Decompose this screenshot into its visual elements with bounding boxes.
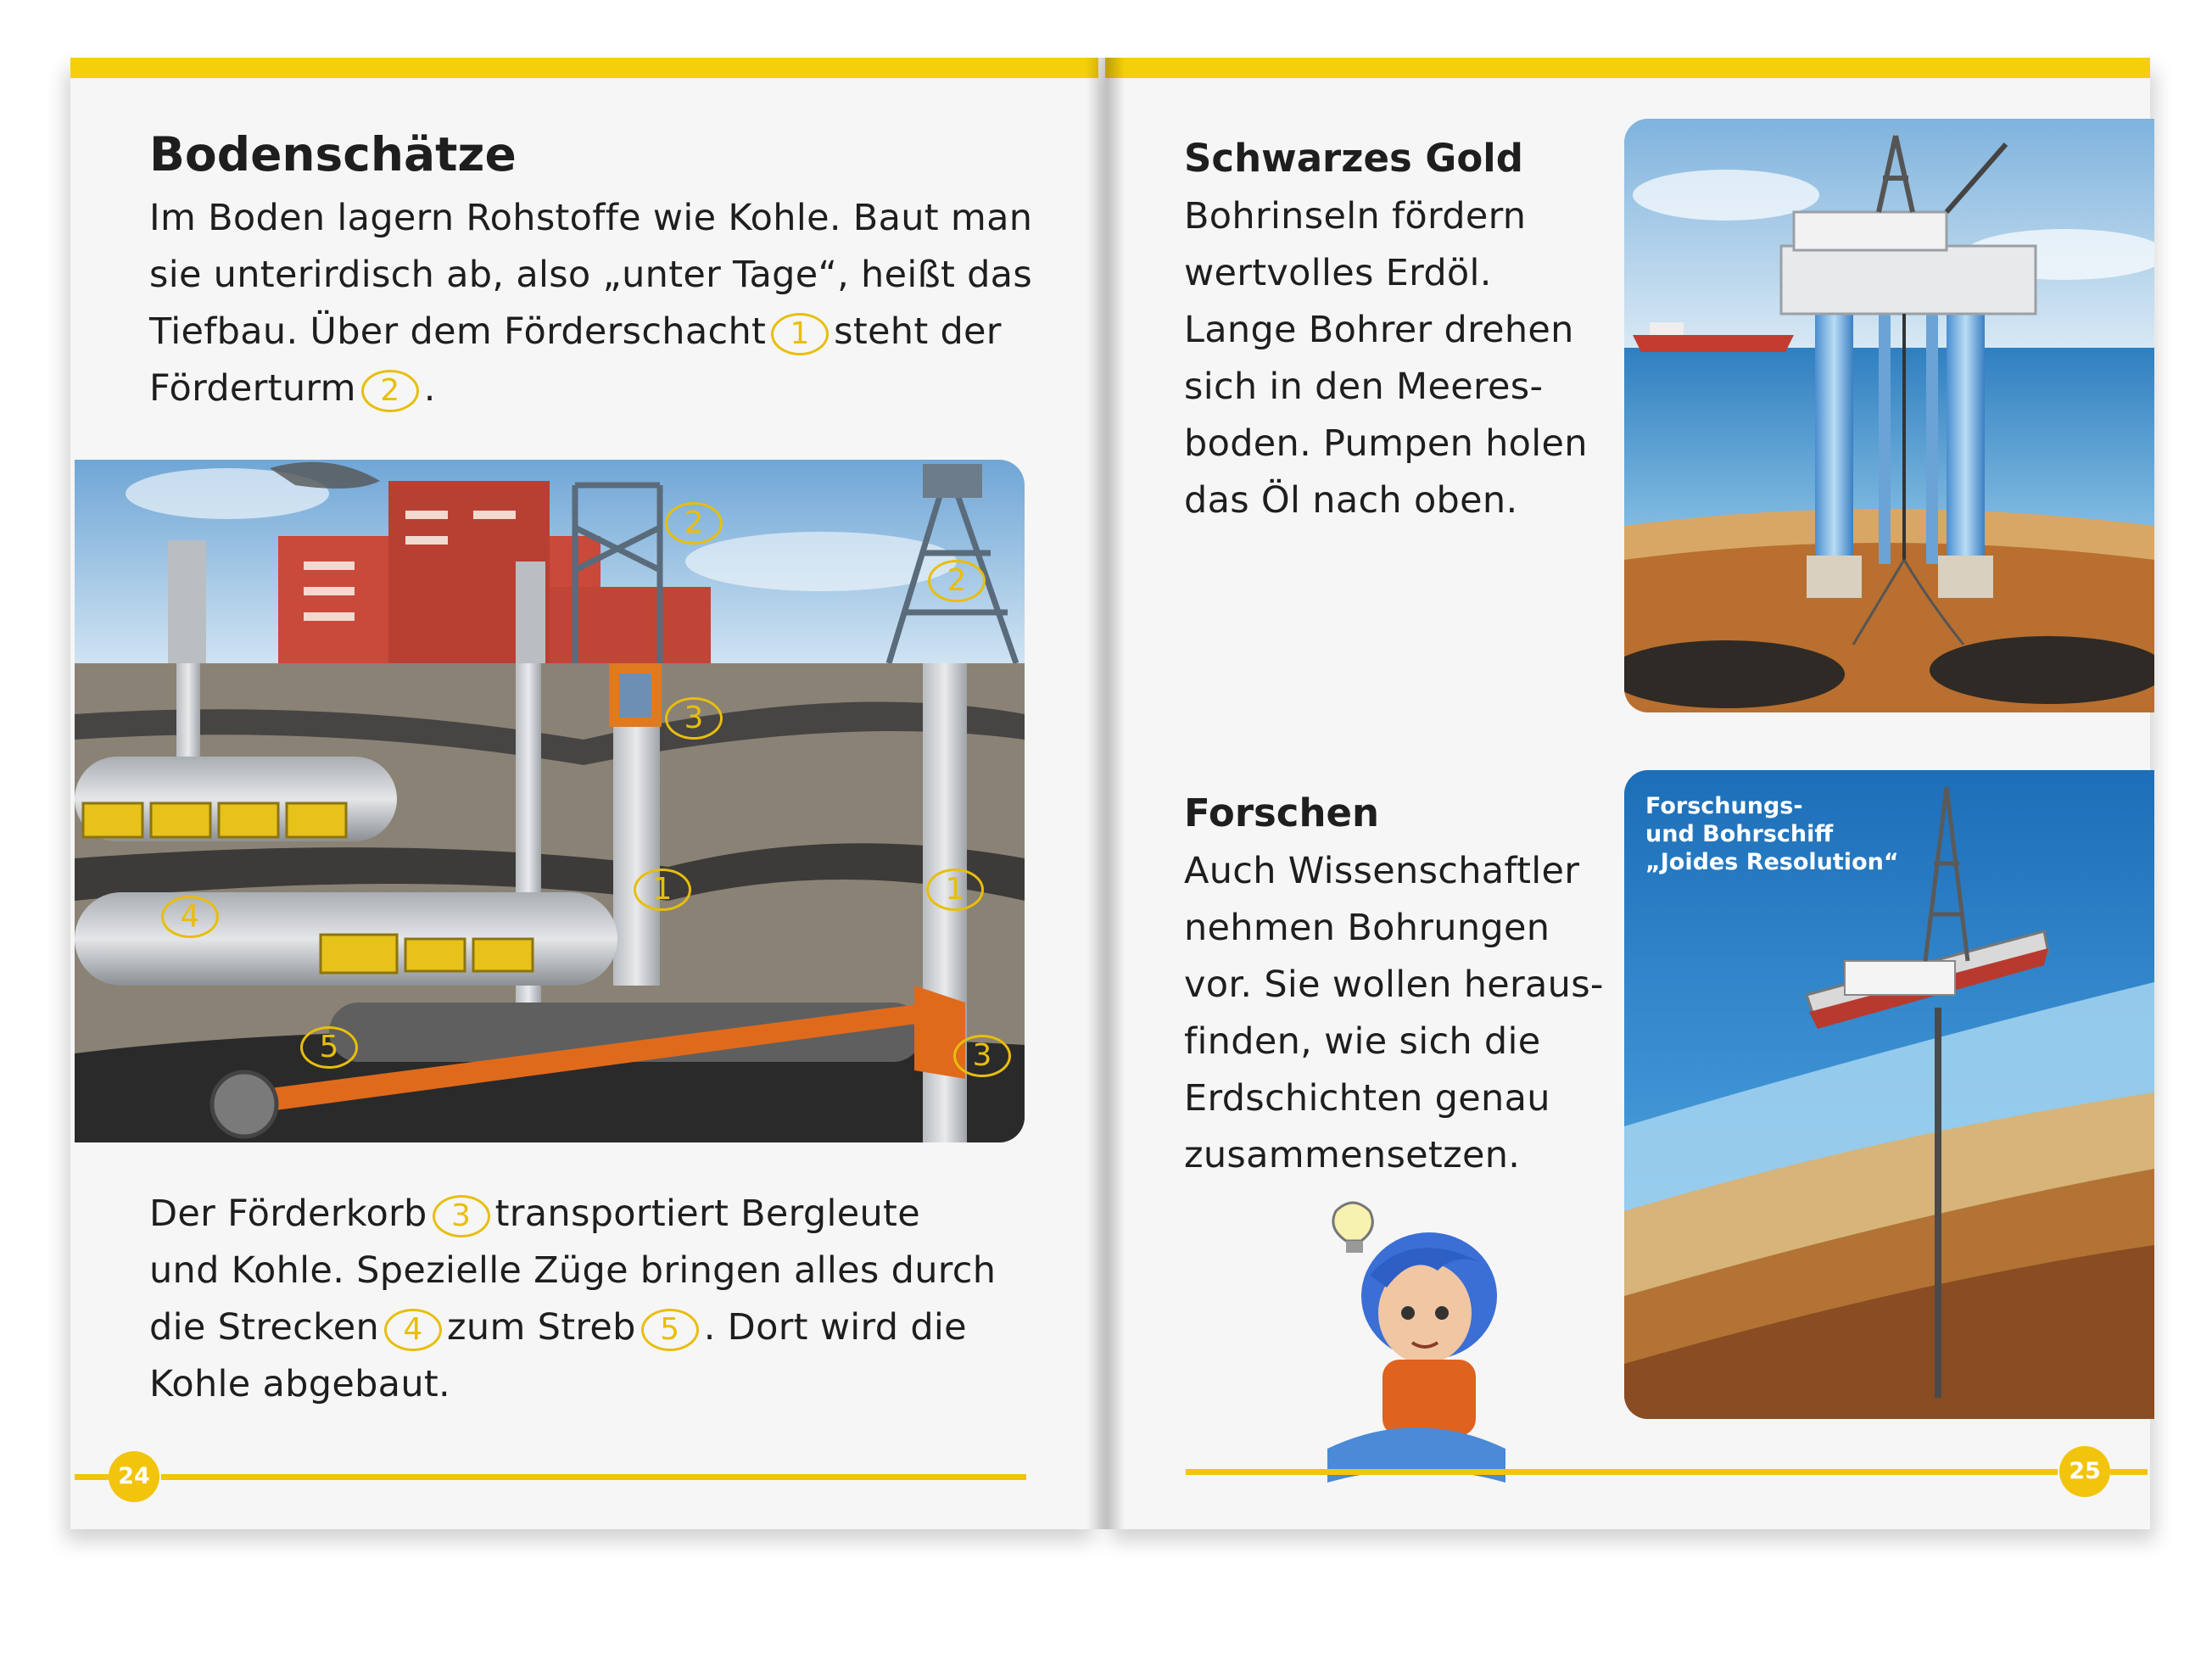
coal-mine-illustration: [75, 460, 1025, 1142]
para2-line-3-mid: zum Streb: [447, 1306, 636, 1349]
section-title-research: Forschen: [1184, 790, 1380, 835]
illustration-marker: 1: [926, 869, 984, 911]
page-title: Bodenschätze: [149, 127, 517, 182]
number-marker: 5: [641, 1309, 699, 1351]
lightbulb-icon: [1333, 1203, 1372, 1241]
intro-line-2: sie unterirdisch ab, also „unter Tage“, heißt das: [149, 254, 1033, 296]
para2-line-4: Kohle abgebaut.: [149, 1363, 451, 1405]
top-accent-bar: [1105, 58, 2150, 78]
intro-line-3: [149, 304, 1032, 360]
illustration-marker: 2: [665, 502, 723, 545]
para2-line-1-text: Der Förderkorb: [149, 1193, 427, 1235]
coal-mine-drawing: [75, 460, 1025, 1142]
page-number-badge: 25: [2059, 1446, 2110, 1497]
second-paragraph: [149, 1186, 996, 1413]
number-marker: 3: [433, 1195, 490, 1237]
illustration-marker: 3: [953, 1035, 1011, 1077]
footer-line-short: [75, 1474, 109, 1480]
research-line: Erdschichten genau: [1184, 1077, 1550, 1120]
research-line: Auch Wissenschaftler: [1184, 850, 1580, 892]
illustration-marker: 4: [161, 896, 219, 938]
footer-line: [161, 1474, 1026, 1480]
para2-line-3-text: die Strecken: [149, 1306, 380, 1349]
number-marker: 1: [771, 313, 829, 355]
intro-line-3-text: Tiefbau. Über dem Förderschacht: [149, 310, 767, 353]
para2-line-2: und Kohle. Spezielle Züge bringen alles durch: [149, 1249, 997, 1292]
illustration-marker: 1: [634, 869, 691, 911]
research-line: finden, wie sich die: [1184, 1020, 1541, 1063]
page-number-badge: 24: [109, 1451, 159, 1502]
oil-paragraph: [1184, 188, 1588, 529]
oil-line: Lange Bohrer drehen: [1184, 309, 1574, 351]
intro-paragraph: [149, 190, 1032, 417]
section-title-oil: Schwarzes Gold: [1184, 136, 1523, 181]
ship-caption-line: und Bohrschiff: [1645, 821, 1834, 847]
research-line: nehmen Bohrungen: [1184, 907, 1550, 949]
para2-line-3: [149, 1299, 996, 1356]
illustration-marker: 5: [300, 1026, 358, 1069]
illustration-marker: 2: [928, 560, 986, 602]
mascot-drawing: [1310, 1194, 1522, 1493]
oil-line: sich in den Meeres-: [1184, 366, 1544, 408]
ship-caption-line: „Joides Resolution“: [1645, 849, 1899, 875]
para2-line-1: [149, 1186, 996, 1243]
para2-line-1-tail: transportiert Bergleute: [494, 1193, 920, 1235]
ship-caption-line: Forschungs-: [1645, 793, 1803, 819]
top-accent-bar: [70, 58, 1098, 78]
oil-rig-illustration: [1624, 119, 2154, 712]
number-marker: 4: [384, 1309, 442, 1351]
oil-line: Bohrinseln fördern: [1184, 195, 1527, 237]
ship-caption: [1645, 792, 1899, 876]
number-marker: 2: [361, 370, 419, 412]
intro-line-4-text: Förderturm: [149, 367, 356, 410]
oil-line: boden. Pumpen holen: [1184, 422, 1588, 465]
book-spine-shadow: [1086, 58, 1125, 1529]
research-ship-illustration: [1624, 770, 2154, 1419]
footer-line-short: [2110, 1469, 2148, 1475]
intro-line-3-tail: steht der: [834, 310, 1002, 353]
footer-line: [1186, 1469, 2058, 1475]
illustration-marker: 3: [665, 697, 723, 740]
research-line: zusammensetzen.: [1184, 1134, 1521, 1176]
oil-rig-drawing: [1624, 119, 2154, 712]
research-paragraph: [1184, 843, 1604, 1184]
oil-line: das Öl nach oben.: [1184, 479, 1518, 522]
intro-line-4-tail: .: [423, 367, 436, 410]
oil-line: wertvolles Erdöl.: [1184, 252, 1492, 294]
para2-line-3-tail: . Dort wird die: [703, 1306, 967, 1349]
intro-line-4: [149, 360, 1032, 417]
research-line: vor. Sie wollen heraus-: [1184, 964, 1604, 1006]
intro-line-1: Im Boden lagern Rohstoffe wie Kohle. Baut man: [149, 197, 1033, 239]
mascot-character: [1310, 1194, 1522, 1493]
